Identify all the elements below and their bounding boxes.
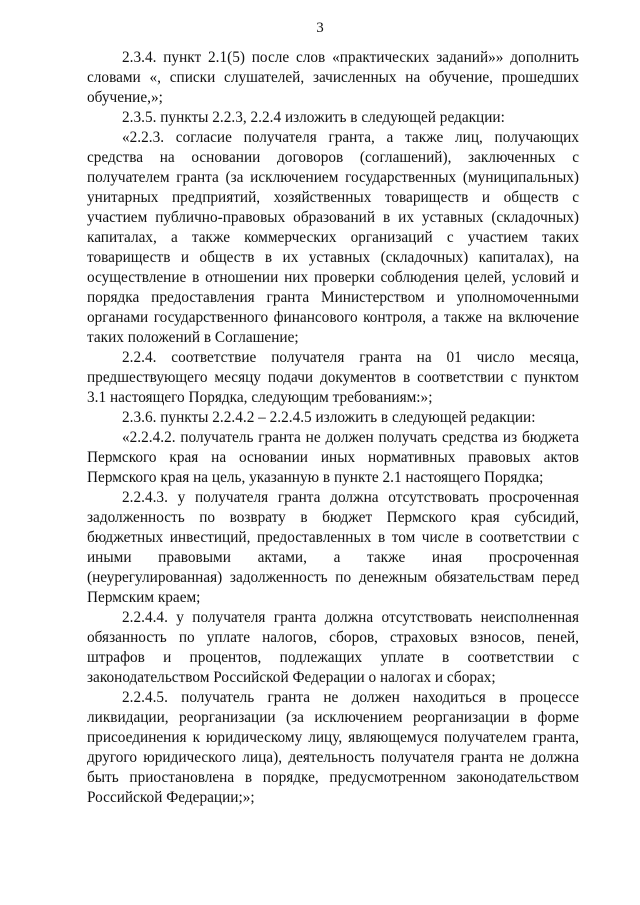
paragraph-2-2-4-3: 2.2.4.3. у получателя гранта должна отсутствовать просроченная задолженность по возврату в бюджет Пермского края субсидий, бюджетных инвестиций, предоставленных в том числе в соответствии с иными правовыми актами, а также иная просроченная (неурегулированная) задолженность по денежным обязательствам перед Пермским краем; bbox=[87, 489, 579, 606]
document-body bbox=[87, 48, 579, 808]
paragraph-2-3-5: 2.3.5. пункты 2.2.3, 2.2.4 изложить в следующей редакции: bbox=[122, 109, 505, 126]
paragraph-2-3-4: 2.3.4. пункт 2.1(5) после слов «практических заданий»» дополнить словами «, списки слушателей, зачисленных на обучение, прошедших обучение,»; bbox=[87, 49, 579, 106]
paragraph-2-2-4: 2.2.4. соответствие получателя гранта на 01 число месяца, предшествующего месяцу подачи документов в соответствии с пунктом 3.1 настоящего Порядка, следующим требованиям:»; bbox=[87, 349, 579, 406]
page-number: 3 bbox=[316, 20, 324, 36]
paragraph-2-2-4-5: 2.2.4.5. получатель гранта не должен находиться в процессе ликвидации, реорганизации (за исключением реорганизации в форме присоединения к юридическому лицу, являющемуся получателем гранта, другого юридического лица), деятельность получателя гранта не должна быть приостановлена в порядке, предусмотренном законодательством Российской Федерации;»; bbox=[87, 689, 579, 806]
paragraph-2-2-4-4: 2.2.4.4. у получателя гранта должна отсутствовать неисполненная обязанность по уплате налогов, сборов, страховых взносов, пеней, штрафов и процентов, подлежащих уплате в соответствии с законодательством Российской Федерации о налогах и сборах; bbox=[87, 609, 579, 686]
paragraph-2-2-4-2: «2.2.4.2. получатель гранта не должен получать средства из бюджета Пермского края на основании иных нормативных правовых актов Пермского края на цель, указанную в пункте 2.1 настоящего Порядка; bbox=[87, 429, 579, 486]
paragraph-2-3-6: 2.3.6. пункты 2.2.4.2 – 2.2.4.5 изложить в следующей редакции: bbox=[122, 409, 536, 426]
paragraph-2-2-3: «2.2.3. согласие получателя гранта, а также лиц, получающих средства на основании договоров (соглашений), заключенных с получателем гранта (за исключением государственных (муниципальных) унитарных предприятий, хозяйственных товариществ и обществ с участием публично-правовых образований в их уставных (складочных) капиталах, а также коммерческих организаций с участием таких товариществ и обществ в их уставных (складочных) капиталах), на осуществление в отношении них проверки соблюдения целей, условий и порядка предоставления гранта Министерством и уполномоченными органами государственного финансового контроля, а также на включение таких положений в Соглашение; bbox=[87, 129, 579, 346]
